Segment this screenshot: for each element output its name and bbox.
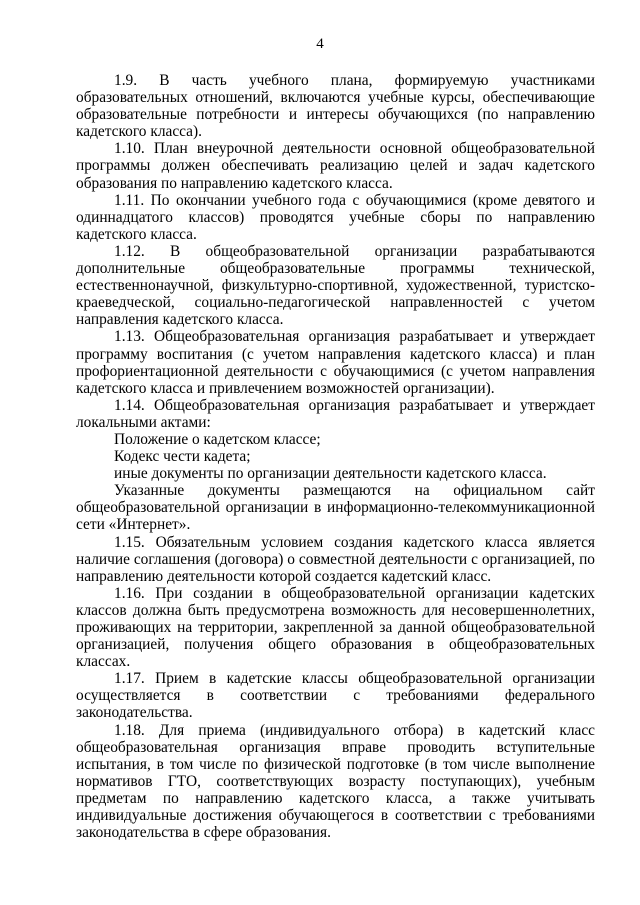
page-number: 4: [316, 36, 324, 52]
paragraph-1-10: 1.10. План внеурочной деятельности основной общеобразовательной программы должен обеспечивать реализацию целей и задач кадетского образования по направлению кадетского класса.: [76, 140, 595, 192]
paragraph-documents-publication: Указанные документы размещаются на официальном сайт общеобразовательной организации в информационно-телекоммуникационной сети «Интернет».: [76, 482, 595, 534]
list-item-other-documents: иные документы по организации деятельности кадетского класса.: [114, 465, 547, 483]
paragraph-1-15: 1.15. Обязательным условием создания кадетского класса является наличие соглашения (договора) о совместной деятельности с организацией, по направлению деятельности которой создается кадетский класс.: [76, 533, 595, 585]
document-body: [76, 72, 595, 841]
paragraph-1-14: 1.14. Общеобразовательная организация разрабатывает и утверждает локальными актами:: [76, 396, 595, 431]
paragraph-1-13: 1.13. Общеобразовательная организация разрабатывает и утверждает программу воспитания (с учетом направления кадетского класса) и план профориентационной деятельности с обучающимися (с учетом направления кадетского класса и привлечением возможностей организации).: [76, 328, 595, 397]
list-item-honor-code: Кодекс чести кадета;: [114, 448, 251, 466]
paragraph-1-12: 1.12. В общеобразовательной организации разрабатываются дополнительные общеобразовательные программы технической, естественнонаучной, физкультурно-спортивной, художественной, туристско-краеведческой, социально-педагогической направленностей с учетом направления кадетского класса.: [76, 242, 595, 329]
paragraph-1-16: 1.16. При создании в общеобразовательной организации кадетских классов должна быть предусмотрена возможность для несовершеннолетних, проживающих на территории, закрепленной за данной общеобразовательной организацией, получения общего образования в общеобразовательных классах.: [76, 584, 595, 671]
paragraph-1-11: 1.11. По окончании учебного года с обучающимися (кроме девятого и одиннадцатого классов) проводятся учебные сборы по направлению кадетского класса.: [76, 191, 595, 243]
list-item-regulation: Положение о кадетском классе;: [114, 430, 321, 448]
paragraph-1-18: 1.18. Для приема (индивидуального отбора) в кадетский класс общеобразовательная организация вправе проводить вступительные испытания, в том числе по физической подготовке (в том числе выполнение нормативов ГТО, соответствующих возрасту поступающих), учебным предметам по направлению кадетского класса, а также учитывать индивидуальные достижения обучающегося в соответствии с требованиями законодательства в сфере образования.: [76, 721, 595, 842]
paragraph-1-9: 1.9. В часть учебного плана, формируемую участниками образовательных отношений, включаются учебные курсы, обеспечивающие образовательные потребности и интересы обучающихся (по направлению кадетского класса).: [76, 72, 595, 141]
paragraph-1-17: 1.17. Прием в кадетские классы общеобразовательной организации осуществляется в соответствии с требованиями федерального законодательства.: [76, 670, 595, 722]
